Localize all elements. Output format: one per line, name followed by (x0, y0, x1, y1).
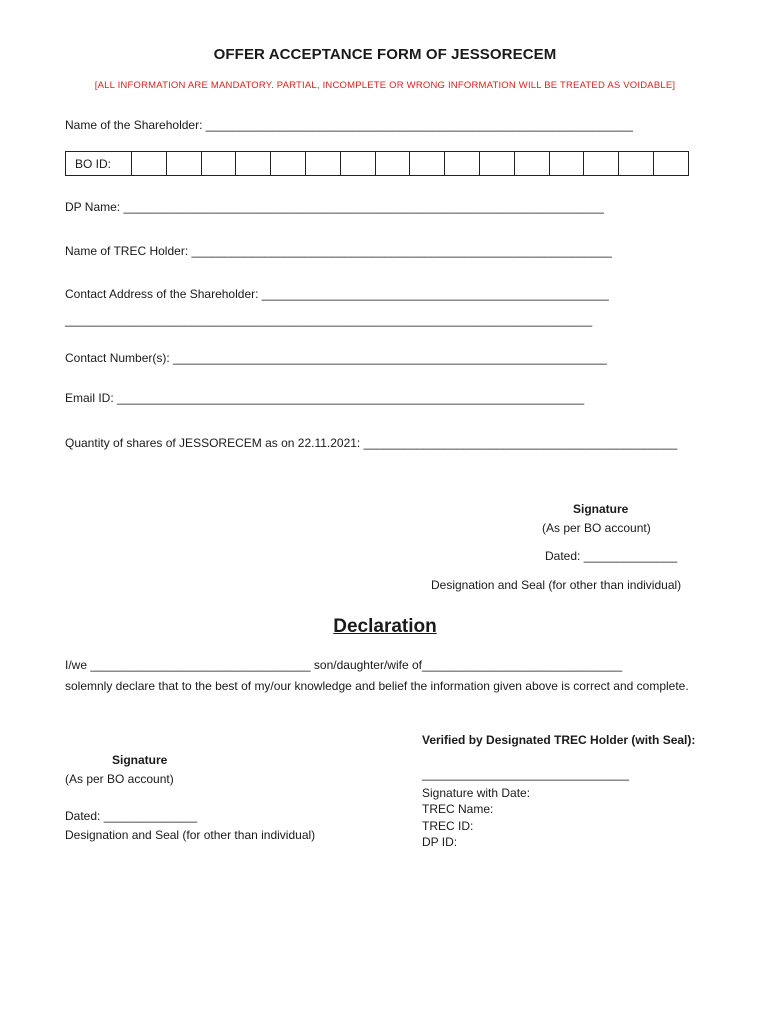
bo-id-box[interactable] (549, 152, 584, 176)
bo-id-box[interactable] (445, 152, 480, 176)
bo-id-box[interactable] (584, 152, 619, 176)
bo-id-box[interactable] (201, 152, 236, 176)
dp-name-field[interactable]: DP Name: ________________________________________________________________________ (65, 200, 604, 214)
verifier-signature-line[interactable]: _______________________________ (422, 767, 629, 781)
bo-id-box[interactable] (340, 152, 375, 176)
designation-seal-bottom: Designation and Seal (for other than individual) (65, 828, 316, 842)
signature-as-per-top: (As per BO account) (542, 521, 651, 535)
verifier-trec-id: TREC ID: (422, 819, 474, 833)
verifier-signature-date: Signature with Date: (422, 786, 531, 800)
bo-id-box[interactable] (236, 152, 271, 176)
bo-id-box[interactable] (375, 152, 410, 176)
bo-id-grid (65, 151, 689, 176)
bo-id-box[interactable] (271, 152, 306, 176)
bo-id-box[interactable] (305, 152, 340, 176)
trec-holder-field[interactable]: Name of TREC Holder: _______________________________________________________________ (65, 244, 612, 258)
designation-seal-top: Designation and Seal (for other than individual) (431, 578, 682, 592)
share-quantity-field[interactable]: Quantity of shares of JESSORECEM as on 22.11.2021: _______________________________________________ (65, 436, 678, 450)
contact-address-field[interactable]: Contact Address of the Shareholder: ____________________________________________________ (65, 287, 609, 301)
signature-as-per-bottom: (As per BO account) (65, 772, 174, 786)
declaration-name-line[interactable]: I/we _________________________________ son/daughter/wife of______________________________ (65, 658, 623, 672)
bo-id-box[interactable] (619, 152, 654, 176)
bo-id-box[interactable] (166, 152, 201, 176)
email-field[interactable]: Email ID: ______________________________________________________________________ (65, 391, 585, 405)
dated-field-bottom[interactable]: Dated: ______________ (65, 809, 198, 823)
bo-id-box[interactable] (410, 152, 445, 176)
signature-heading-top: Signature (573, 502, 629, 516)
contact-number-field[interactable]: Contact Number(s): _________________________________________________________________ (65, 351, 607, 365)
verifier-dp-id: DP ID: (422, 835, 458, 849)
dated-field-top[interactable]: Dated: ______________ (545, 549, 678, 563)
shareholder-name-field[interactable]: Name of the Shareholder: ________________________________________________________________ (65, 118, 633, 132)
declaration-heading: Declaration (333, 616, 437, 637)
signature-heading-bottom: Signature (112, 753, 168, 767)
form-title: OFFER ACCEPTANCE FORM OF JESSORECEM (213, 46, 557, 63)
bo-id-label: BO ID: (66, 152, 132, 176)
mandatory-notice: [ALL INFORMATION ARE MANDATORY. PARTIAL, INCOMPLETE OR WRONG INFORMATION WILL BE TREATED AS VOIDABLE] (94, 80, 676, 91)
verified-heading: Verified by Designated TREC Holder (with Seal): (422, 733, 696, 747)
declaration-text: solemnly declare that to the best of my/our knowledge and belief the information given above is correct and complete. (65, 679, 689, 693)
bo-id-box[interactable] (132, 152, 167, 176)
verifier-trec-name: TREC Name: (422, 802, 494, 816)
bo-id-box[interactable] (514, 152, 549, 176)
bo-id-box[interactable] (653, 152, 688, 176)
contact-address-continuation[interactable]: _______________________________________________________________________________ (65, 313, 593, 327)
bo-id-box[interactable] (479, 152, 514, 176)
